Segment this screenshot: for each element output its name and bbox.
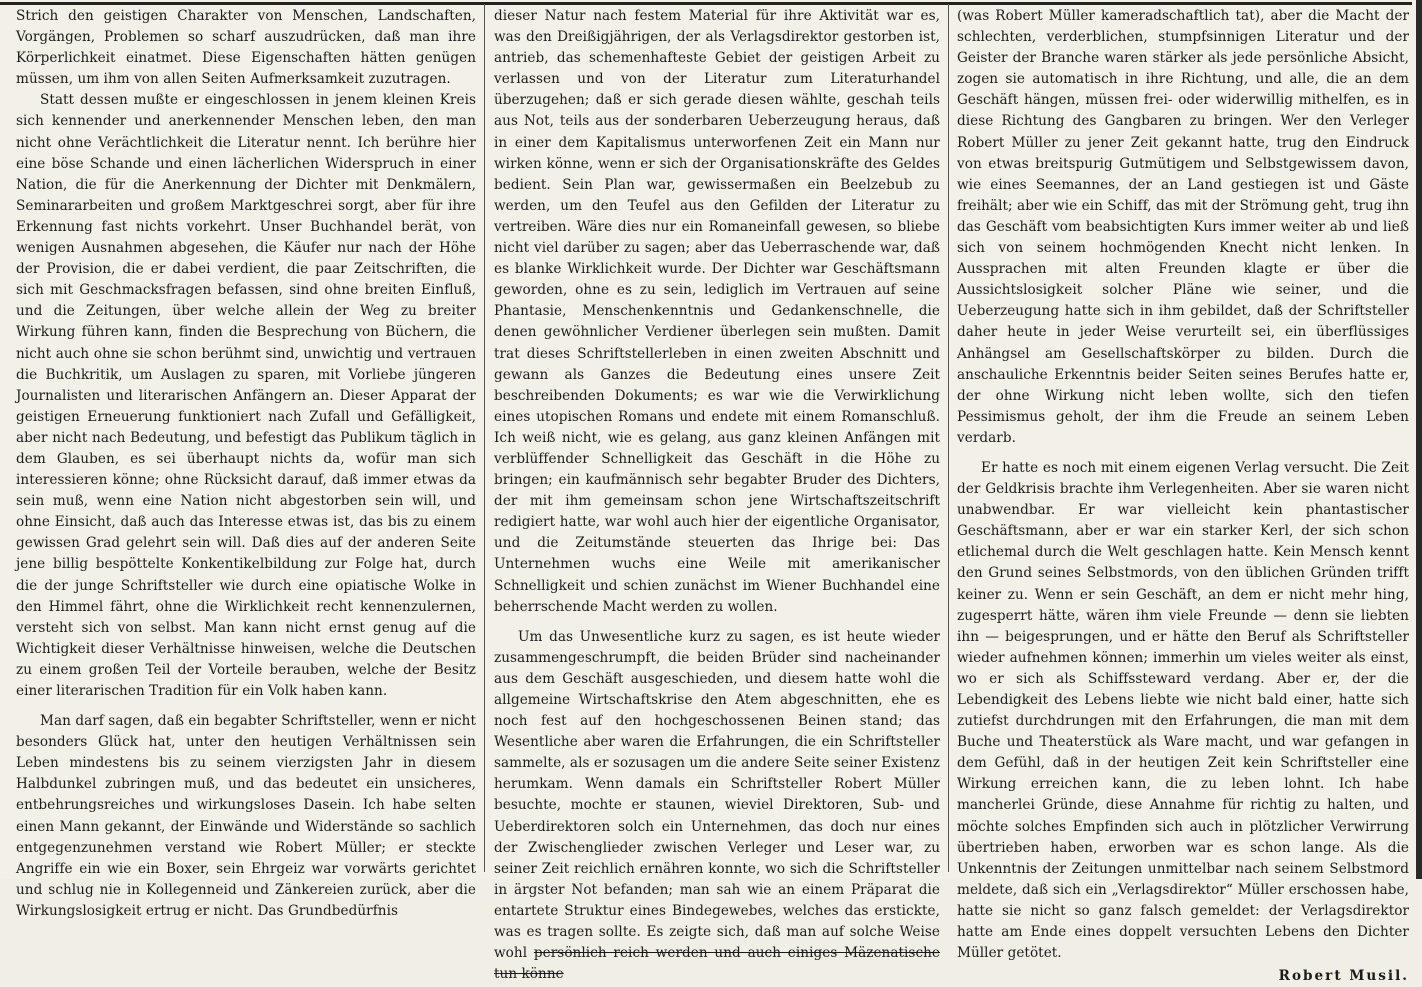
column-1 <box>16 6 476 919</box>
col2-paragraph-2-text: Um das Unwesentliche kurz zu sagen, es ist heute wieder zusammengeschrumpft, die beiden Brüder sind nacheinander aus dem Geschäft ausgeschieden, und diesem hatte wohl die allgemeine Wirtschaftskrise den Atem abgeschnitten, ehe es noch fest auf den hochgeschossenen Beinen stand; das Wesentliche aber waren die Erfahrungen, die ein Schriftsteller sammelte, als er sozusagen um die andere Seite seiner Existenz herumkam. Wenn damals ein Schriftsteller Robert Müller besuchte, mochte er staunen, wieviel Direktoren, Sub- und Ueberdirektoren solch ein Unternehmen, das doch nur eines der Zwischenglieder zwischen Verleger und Leser war, zu seiner Zeit reichlich ernähren konnte, wo sich die Schriftsteller in ärgster Not befanden; man sah wie an einem Präparat die entartete Struktur eines Bindegewebes, welches das erstickte, was es tragen sollte. Es zeigte sich, daß man auf solche Weise wohl <box>494 628 940 962</box>
page-edge <box>1416 0 1422 879</box>
column-divider-1 <box>484 4 485 872</box>
column-3 <box>957 6 1409 985</box>
author-signature: Robert Musil. <box>1278 968 1409 985</box>
column-divider-2 <box>948 4 949 872</box>
top-rule <box>0 2 1412 5</box>
col3-paragraph-2: Er hatte es noch mit einem eigenen Verlag versucht. Die Zeit der Geldkrisis brachte ihm Verlegenheiten. Aber sie waren nicht unabwendbar. Er war vielleicht kein phantastischer Geschäftsmann, aber er war ein starker Kerl, der sich schon etlichemal durch die Welt geschlagen hatte. Kein Mensch kennt den Grund seines Selbstmords, von den üblichen Gründen trifft keiner zu. Wenn er sein Geschäft, an dem er nicht mehr hing, zugesperrt hätte, wären ihm viele Freunde — denn sie liebten ihn — beigesprungen, und er hätte den Beruf als Schriftsteller wieder aufnehmen können; immerhin um vieles weiter als einst, wo er sich als Schiffssteward verdang. Aber er, der die Lebendigkeit des Lebens liebte wie nicht bald einer, hatte sich zutiefst durchdrungen mit den Erfahrungen, die man mit dem Buche und Theaterstück als Ware macht, und war gefangen in dem Gefühl, daß in der heutigen Zeit kein Schriftsteller eine Wirkung erreichen kann, die zu leben lohnt. Ich habe mancherlei Gründe, diese Annahme für richtig zu halten, und möchte solches Empfinden sich auch in plötzlicher Verwirrung übertrieben haben, erworben war es schon lange. Als die Unkenntnis der Zeitungen unmittelbar nach seinem Selbstmord meldete, daß sich ein „Verlagsdirektor“ Müller erschossen habe, hatte sie nicht so ganz falsch gemeldet: der Verlagsdirektor hatte am Ende eines doppelt versuchten Lebens den Dichter Müller getötet. <box>957 459 1409 962</box>
col2-struck-line: persönlich reich werden und auch einiges Mäzenatische tun könne <box>494 945 941 983</box>
col1-paragraph-2: Statt dessen mußte er eingeschlossen in jenem kleinen Kreis sich kennender und anerkennender Menschen leben, den man nicht ohne Verächtlichkeit die Literatur nennt. Ich berühre hier eine böse Schande und einen lächerlichen Widerspruch in einer Nation, die für die Anerkennung der Dichter mit Denkmälern, Seminararbeiten und großem Marktgeschrei sorgt, aber für ihre Erkennung fast nichts vorkehrt. Unser Buchhandel berät, von wenigen Ausnahmen abgesehen, die Käufer nur nach der Höhe der Provision, die er dabei verdient, die paar Zeitschriften, die sich mit Geschmacksfragen befassen, sind ohne breiten Einfluß, und die Zeitungen, über welche allein der Weg zu breiter Wirkung führen kann, finden die Besprechung von Büchern, die nicht auch ohne sie schon berühmt sind, unwichtig und vertrauen die Buchkritik, um Auslagen zu sparen, mit Vorliebe jüngeren Journalisten und literarischen Anfängern an. Dieser Apparat der geistigen Erneuerung funktioniert nach Zufall und Gefälligkeit, aber nicht nach Bedeutung, und befestigt das Publikum täglich in dem Glauben, es sei überhaupt nichts da, wofür man sich interessieren könne; ohne Rücksicht darauf, daß immer etwas da sein muß, wenn eine Nation nicht abgestorben sein will, und ohne Einsicht, daß auch das Interesse etwas ist, das bis zu einem gewissen Grad gelehrt sein will. Daß dies auf der anderen Seite jene billig bespöttelte Konkentikelbildung zur Folge hat, durch die der junge Schriftsteller wie durch eine opiatische Wolke in den Himmel fährt, ohne die Wirklichkeit recht kennenzulernen, versteht sich von selbst. Man kann nicht ernst genug auf die Wichtigkeit dieser Verhältnisse hinweisen, welche die Deutschen zu einem großen Teil der Vorteile berauben, welche der Besitz einer literarischen Tradition für ein Volk haben kann. <box>16 92 476 699</box>
col1-paragraph-1: Strich den geistigen Charakter von Menschen, Landschaften, Vorgängen, Problemen so scharf auszudrücken, daß man ihre Körperlichkeit einatmet. Diese Eigenschaften hätten genügen müssen, um ihm von allen Seiten Aufmerksamkeit zuzutragen. <box>16 8 476 88</box>
col2-paragraph-1: dieser Natur nach festem Material für ihre Aktivität war es, was den Dreißigjährigen, der als Verlagsdirektor gestorben ist, antrieb, das schemenhafteste Gebiet der geistigen Arbeit zu verlassen und von der Literatur zum Literaturhandel überzugehen; daß er sich gerade diesen wählte, geschah teils aus Not, teils aus der sonderbaren Ueberzeugung heraus, daß in einer dem Kapitalismus unterworfenen Zeit ein Mann nur wirken könne, wenn er sich der Organisationskräfte des Geldes bedient. Sein Plan war, gewissermaßen ein Beelzebub zu werden, um den Teufel aus den Gefilden der Literatur zu vertreiben. Wäre dies nur ein Romaneinfall gewesen, so bliebe nicht viel darüber zu sagen; aber das Ueberraschende war, daß es blanke Wirklichkeit wurde. Der Dichter war Geschäftsmann geworden, ohne es zu sein, lediglich im Vertrauen auf seine Phantasie, Menschenkenntnis und Gedankenschnelle, die denen gewöhnlicher Verdiener überlegen sein mußten. Damit trat dieses Schriftstellerleben in einen zweiten Abschnitt und gewann als Ganzes die Bedeutung eines unsere Zeit beschreibenden Dokuments; es war wie die Verwirklichung eines utopischen Romans und endete mit einem Romanschluß. Ich weiß nicht, wie es gelang, aus ganz kleinen Anfängen mit verblüffender Schnelligkeit das Geschäft in die Höhe zu bringen; ein kaufmännisch sehr begabter Bruder des Dichters, der mit ihm gemeinsam schon jene Wirtschaftszeitschrift redigiert hatte, war wohl auch hier der eigentliche Organisator, und die Zeitumstände steuerten das Ihrige bei: Das Unternehmen wuchs eine Weile mit amerikanischer Schnelligkeit und schien zunächst im Wiener Buchhandel eine beherrschende Macht werden zu wollen. <box>494 8 940 615</box>
column-2 <box>494 6 941 983</box>
col1-paragraph-3: Man darf sagen, daß ein begabter Schriftsteller, wenn er nicht besonders Glück hat, unter den heutigen Verhältnissen sein Leben mindestens bis zu seinem vierzigsten Jahr in diesem Halbdunkel zubringen muß, und das bedeutet ein unsicheres, entbehrungsreiches und wirkungsloses Dasein. Ich habe selten einen Mann gekannt, der Einwände und Widerstände so sachlich entgegenzunehmen verstand wie Robert Müller; er steckte Angriffe ein wie ein Boxer, sein Ehrgeiz war vorwärts gerichtet und schlug nie in Kollegenneid und Zänkereien zurück, aber die Wirkungslosigkeit ertrug er nicht. Das Grundbedürfnis <box>16 713 476 919</box>
col3-paragraph-1: (was Robert Müller kameradschaftlich tat), aber die Macht der schlechten, verderblichen, stumpfsinnigen Literatur und der Geister der Branche waren stärker als jede persönliche Absicht, zogen sie automatisch in ihre Richtung, und alle, die an dem Geschäft hängen, müssen frei- oder widerwillig mithelfen, es in diese Richtung des Gangbaren zu bringen. Wer den Verleger Robert Müller zu jener Zeit gekannt hatte, trug den Eindruck von etwas breitspurig Gutmütigem und Selbstgewissem davon, wie eines Seemannes, der an Land gestiegen ist und Gäste freihält; aber wie ein Schiff, das mit der Strömung geht, trug ihn das Geschäft vom beabsichtigten Kurs immer weiter ab und ließ sich von seinem hochmögenden Knecht nicht lenken. In Aussprachen mit alten Freunden klagte er über die Aussichtslosigkeit solcher Pläne wie seiner, und die Ueberzeugung hatte sich in ihm gebildet, daß der Schriftsteller daher heute in jeder Weise verurteilt sei, ein überflüssiges Anhängsel am Gesellschaftskörper zu bilden. Durch die anschauliche Erkenntnis beider Seiten seines Berufes hatte er, der ohne Wirkung nicht leben wollte, sich den tiefen Pessimismus geholt, der ihm die Freude an seinem Leben verdarb. <box>957 8 1409 446</box>
col2-paragraph-2 <box>494 627 940 986</box>
